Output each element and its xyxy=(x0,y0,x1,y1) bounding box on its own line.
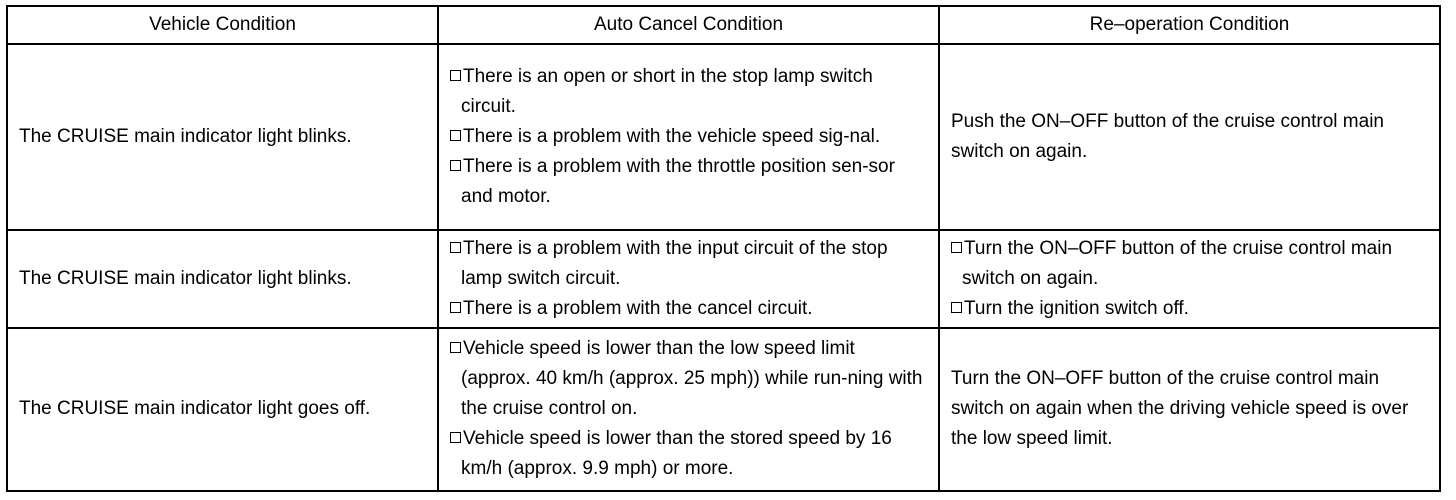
table-row xyxy=(7,44,1440,230)
list-item: There is an open or short in the stop lamp switch circuit. xyxy=(450,62,928,122)
header-auto-cancel-condition: Auto Cancel Condition xyxy=(438,6,939,44)
reoperation-text: Turn the ON–OFF button of the cruise control main switch on again when the driving vehicle speed is over the low speed limit. xyxy=(951,368,1409,450)
list-item: There is a problem with the throttle position sen-sor and motor. xyxy=(450,152,928,212)
reoperation-cell xyxy=(939,230,1440,328)
list-item: Vehicle speed is lower than the low speed limit (approx. 40 km/h (approx. 25 mph)) while run-ning with the cruise control on. xyxy=(450,334,928,424)
checkbox-square-icon xyxy=(450,342,461,353)
vehicle-condition-cell: The CRUISE main indicator light goes off. xyxy=(7,328,438,491)
reoperation-cell xyxy=(939,44,1440,230)
checkbox-square-icon xyxy=(450,70,461,81)
list-item: Turn the ON–OFF button of the cruise control main switch on again. xyxy=(951,234,1429,294)
checkbox-square-icon xyxy=(951,242,962,253)
vehicle-condition-cell: The CRUISE main indicator light blinks. xyxy=(7,230,438,328)
checkbox-square-icon xyxy=(951,302,962,313)
header-vehicle-condition: Vehicle Condition xyxy=(7,6,438,44)
reoperation-cell xyxy=(939,328,1440,491)
list-item: Vehicle speed is lower than the stored speed by 16 km/h (approx. 9.9 mph) or more. xyxy=(450,424,928,484)
auto-cancel-cell xyxy=(438,328,939,491)
reoperation-text: Push the ON–OFF button of the cruise control main switch on again. xyxy=(951,110,1384,162)
cruise-cancel-table xyxy=(6,5,1441,492)
header-reoperation-condition: Re–operation Condition xyxy=(939,6,1440,44)
checkbox-square-icon xyxy=(450,432,461,443)
table-row xyxy=(7,230,1440,328)
table-row xyxy=(7,328,1440,491)
list-item: There is a problem with the vehicle speed sig-nal. xyxy=(450,122,928,152)
checkbox-square-icon xyxy=(450,130,461,141)
header-row xyxy=(7,6,1440,44)
vehicle-condition-cell: The CRUISE main indicator light blinks. xyxy=(7,44,438,230)
checkbox-square-icon xyxy=(450,302,461,313)
checkbox-square-icon xyxy=(450,160,461,171)
auto-cancel-cell xyxy=(438,44,939,230)
list-item: Turn the ignition switch off. xyxy=(951,294,1429,324)
list-item: There is a problem with the input circuit of the stop lamp switch circuit. xyxy=(450,234,928,294)
checkbox-square-icon xyxy=(450,242,461,253)
auto-cancel-cell xyxy=(438,230,939,328)
list-item: There is a problem with the cancel circuit. xyxy=(450,294,928,324)
